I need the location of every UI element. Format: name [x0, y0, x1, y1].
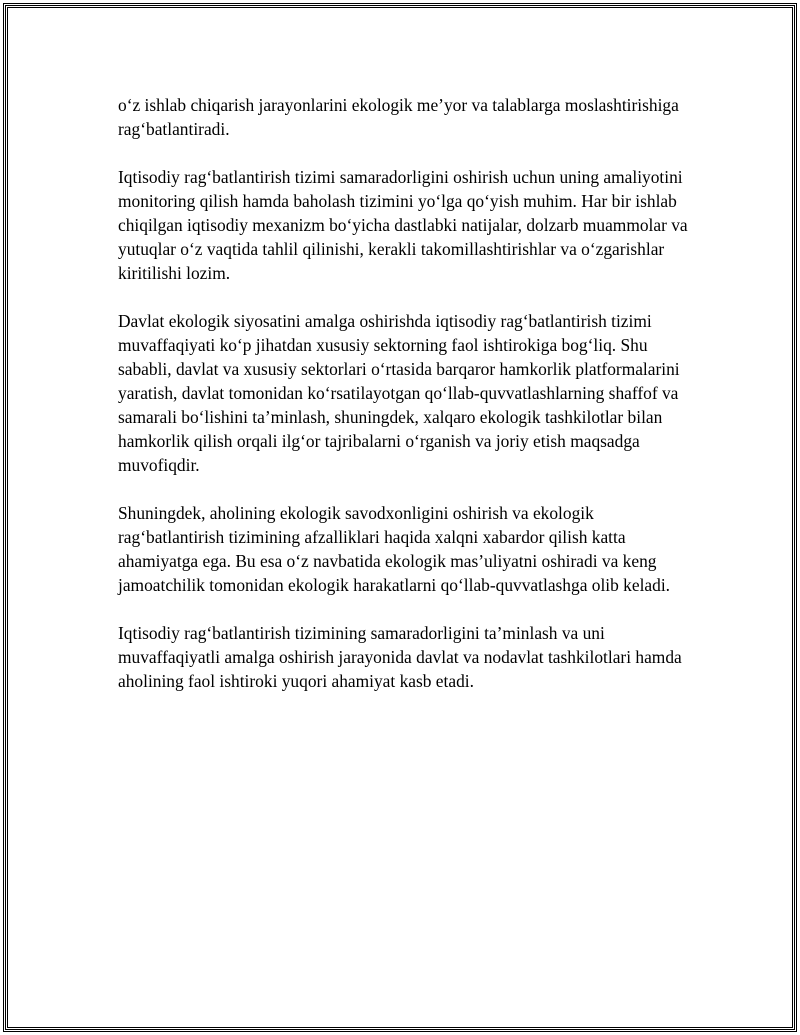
paragraph: Iqtisodiy rag‘batlantirish tizimi samaradorligini oshirish uchun uning amaliyotini monitoring qilish hamda baholash tizimini yo‘lga qo‘yish muhim. Har bir ishlab chiqilgan iqtisodiy mexanizm bo‘yicha dastlabki natijalar, dolzarb muammolar va yutuqlar o‘z vaqtida tahlil qilinishi, kerakli takomillashtirishlar va o‘zgarishlar kiritilishi lozim. [118, 167, 688, 283]
paragraph: Shuningdek, aholining ekologik savodxonligini oshirish va ekologik rag‘batlantirish tizimining afzalliklari haqida xalqni xabardor qilish katta ahamiyatga ega. Bu esa o‘z navbatida ekologik mas’uliyatni oshiradi va keng jamoatchilik tomonidan ekologik harakatlarni qo‘llab-quvvatlashga olib keladi. [118, 503, 670, 595]
paragraph: Davlat ekologik siyosatini amalga oshirishda iqtisodiy rag‘batlantirish tizimi muvaffaqiyati ko‘p jihatdan xususiy sektorning faol ishtirokiga bog‘liq. Shu sababli, davlat va xususiy sektorlari o‘rtasida barqaror hamkorlik platformalarini yaratish, davlat tomonidan ko‘rsatilayotgan qo‘llab-quvvatlashlarning shaffof va samarali bo‘lishini ta’minlash, shuningdek, xalqaro ekologik tashkilotlar bilan hamkorlik qilish orqali ilg‘or tajribalarni o‘rganish va joriy etish maqsadga muvofiqdir. [118, 311, 680, 475]
paragraph: o‘z ishlab chiqarish jarayonlarini ekologik me’yor va talablarga moslashtirishiga rag‘batlantiradi. [118, 95, 679, 139]
paragraph: Iqtisodiy rag‘batlantirish tizimining samaradorligini ta’minlash va uni muvaffaqiyatli amalga oshirish jarayonida davlat va nodavlat tashkilotlari hamda aholining faol ishtiroki yuqori ahamiyat kasb etadi. [118, 623, 682, 691]
document-body [118, 93, 698, 717]
